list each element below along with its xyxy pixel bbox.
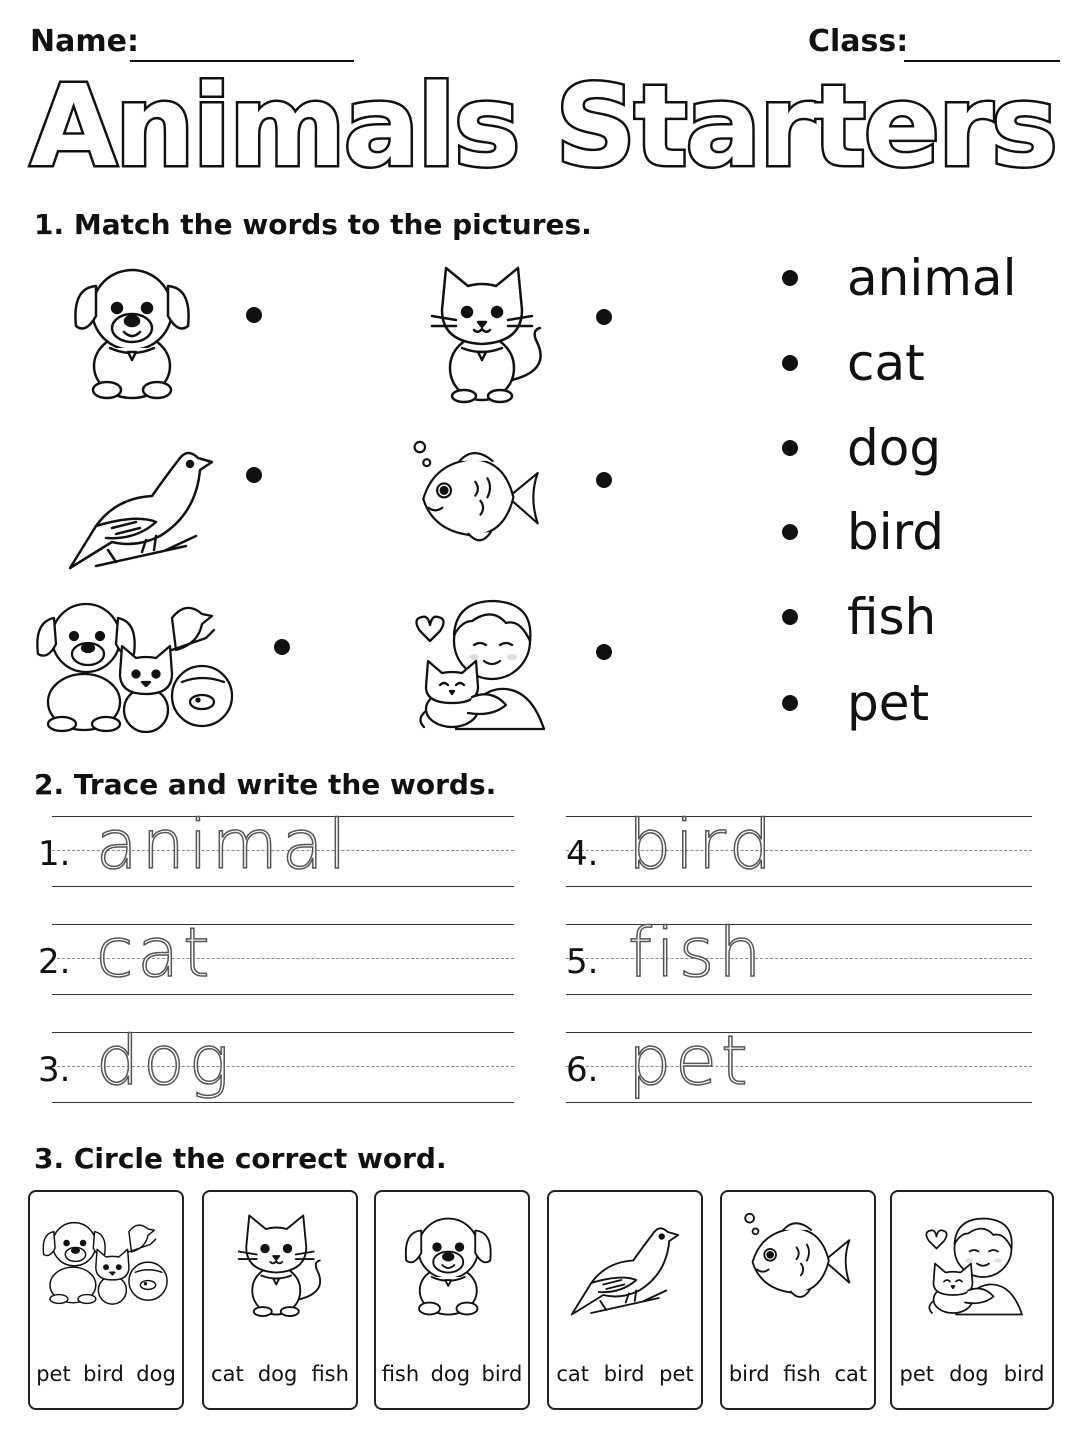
animals-group-icon [36, 1202, 176, 1312]
option-word[interactable]: fish [783, 1362, 821, 1386]
option-word[interactable]: cat [556, 1362, 589, 1386]
option-word[interactable]: bird [83, 1362, 124, 1386]
trace-item-5[interactable] [566, 914, 1032, 1034]
word-dot [782, 609, 798, 625]
word-dot [782, 524, 798, 540]
section2-heading: 2. Trace and write the words. [34, 768, 497, 801]
option-word[interactable]: pet [899, 1362, 935, 1386]
boy-with-cat-icon [898, 1202, 1044, 1322]
match-dot-1[interactable] [246, 307, 262, 323]
dog-icon [62, 248, 212, 408]
cat-icon [412, 250, 562, 410]
animals-group-icon [26, 578, 246, 738]
option-word[interactable]: dog [136, 1362, 176, 1386]
trace-item-1[interactable] [38, 806, 514, 926]
option-word[interactable]: fish [311, 1362, 349, 1386]
match-dot-6[interactable] [596, 644, 612, 660]
fish-icon [728, 1202, 868, 1312]
option-word[interactable]: dog [949, 1362, 989, 1386]
boy-with-cat-icon [396, 574, 556, 744]
match-word-text: cat [847, 334, 925, 392]
section1-heading: 1. Match the words to the pictures. [34, 208, 592, 241]
option-word[interactable]: bird [728, 1362, 770, 1386]
trace-word: dog [96, 1022, 234, 1101]
option-word[interactable]: cat [211, 1362, 244, 1386]
fish-icon [392, 428, 562, 558]
dog-icon [382, 1202, 522, 1322]
section3-heading: 3. Circle the correct word. [34, 1142, 447, 1175]
match-word-text: pet [847, 674, 930, 732]
option-word[interactable]: cat [834, 1362, 868, 1386]
trace-item-2[interactable] [38, 914, 514, 1034]
word-dot [782, 355, 798, 371]
trace-item-6[interactable] [566, 1022, 1032, 1142]
match-word-text: fish [847, 588, 937, 646]
trace-number: 3. [38, 1050, 71, 1090]
trace-number: 2. [38, 942, 71, 982]
trace-number: 6. [566, 1050, 599, 1090]
circle-card-1 [28, 1190, 184, 1410]
trace-word: animal [96, 806, 351, 885]
class-label: Class: [808, 24, 909, 59]
circle-card-2 [202, 1190, 358, 1410]
word-dot [782, 440, 798, 456]
trace-word: fish [628, 914, 766, 993]
trace-number: 4. [566, 834, 599, 874]
match-dot-3[interactable] [246, 467, 262, 483]
match-word-text: bird [847, 503, 945, 561]
match-word-text: animal [847, 249, 1017, 307]
circle-card-4 [547, 1190, 703, 1410]
page-title: Animals Starters [30, 62, 1056, 192]
trace-word: bird [628, 806, 776, 885]
trace-word: pet [628, 1022, 752, 1101]
option-word[interactable]: pet [659, 1362, 694, 1386]
option-word[interactable]: bird [1003, 1362, 1045, 1386]
option-word[interactable]: pet [36, 1362, 71, 1386]
option-word[interactable]: dog [257, 1362, 298, 1386]
bird-icon [56, 418, 226, 578]
trace-word: cat [96, 914, 214, 993]
match-dot-4[interactable] [596, 472, 612, 488]
option-word[interactable]: fish [381, 1362, 420, 1386]
option-word[interactable]: dog [430, 1362, 471, 1386]
circle-card-3 [374, 1190, 530, 1410]
circle-card-5 [720, 1190, 876, 1410]
trace-item-4[interactable] [566, 806, 1032, 926]
word-dot [782, 695, 798, 711]
trace-item-3[interactable] [38, 1022, 514, 1142]
word-dot [782, 270, 798, 286]
name-label: Name: [30, 24, 139, 59]
bird-icon [555, 1202, 695, 1322]
option-word[interactable]: bird [481, 1362, 523, 1386]
match-dot-5[interactable] [274, 639, 290, 655]
trace-number: 5. [566, 942, 599, 982]
option-word[interactable]: bird [603, 1362, 645, 1386]
cat-icon [210, 1202, 350, 1322]
match-word-text: dog [847, 419, 942, 477]
circle-card-6 [890, 1190, 1054, 1410]
trace-number: 1. [38, 834, 71, 874]
match-dot-2[interactable] [596, 309, 612, 325]
